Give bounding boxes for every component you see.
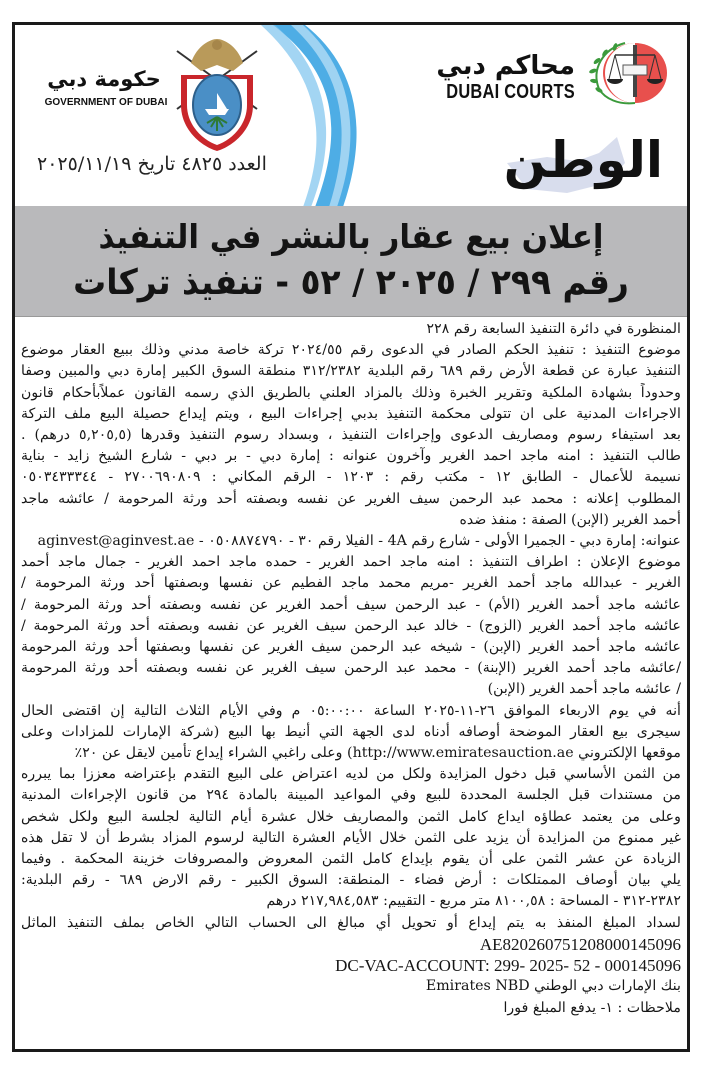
- dubai-courts-name-ar: محاكم دبي: [436, 51, 575, 81]
- dubai-courts-name-en: DUBAI COURTS: [446, 81, 575, 103]
- government-name-en: GOVERNMENT OF DUBAI: [44, 97, 168, 108]
- body-line: من مستندات قبل الجلسة المحددة للبيع وفي المواعيد المبينة بالمادة ٢٩٤ من قانون الإجراءات المدنية: [21, 787, 681, 804]
- body-line: /عائشه ماجد أحمد الغرير (الإبنة) - محمد عبد الرحمن سيف الغرير عن نفسه وبصفته أحد ورثة المرحومة: [21, 660, 681, 677]
- case-number-title: رقم ٢٩٩ / ٢٠٢٥ / ٥٢ - تنفيذ تركات: [73, 263, 629, 303]
- newspaper-masthead: الوطن: [503, 131, 663, 189]
- notice-body: [21, 319, 681, 1019]
- notice-header: [15, 25, 687, 207]
- body-line: وعلى من يعتمد عطاؤه ايداع كامل الثمن والمصاريف خلال عشرة أيام التالية لجلسة البيع ولكل شخص: [21, 808, 681, 825]
- body-line: سيجرى بيع العقار الموضحة أوصافه أدناه لدى الجهة التي أنيط بها البيع (شركة الإمارات للمزادات وعلى: [21, 723, 681, 740]
- government-name-ar: حكومة دبي: [47, 67, 161, 91]
- body-line-address: عنوانه: إمارة دبي - الجميرا الأولى - شارع رقم 4A - الفيلا رقم ٣٠ - ٠٥٠٨٨٧٤٧٩٠ - aginvest@aginvest.ae: [37, 533, 681, 550]
- body-line: الزيادة عن عشر الثمن على أن يقوم بإيداع كامل الثمن المعروض والمصروفات خزينة المحكمة . وفيما: [21, 851, 681, 868]
- decorative-swoosh: [255, 25, 375, 207]
- body-line: عائشه ماجد أحمد الغرير (الأم) - عبد الرحمن سيف أحمد الغرير عن نفسه وبصفته أحد ورثة المرحومة /: [21, 596, 681, 613]
- notice-frame: [12, 22, 690, 1052]
- body-line: الاجراءات المدنية على ان تتولى محكمة التنفيذ بدبي إجراءات البيع ، ويتم إيداع حصيلة البيع ملف التركة: [21, 405, 681, 422]
- body-line-respondent: المطلوب إعلانه : محمد عبد الرحمن سيف الغرير عن نفسه وبصفته أحد ورثة المرحومة / عائشه ماجد: [21, 490, 681, 507]
- dubai-courts-logo: [585, 39, 669, 107]
- body-line-property: يلي بيان أوصاف الممتلكات : أرض فضاء - المنطقة: السوق الكبير - رقم الارض ٦٨٩ - رقم البلدية:: [21, 872, 681, 889]
- body-line-area-valuation: ٢٣٨٢-٣١٢ - المساحة : ٨١٠٠,٥٨ متر مربع - التقييم: ٢١٧,٩٨٤,٥٨٣ درهم: [266, 893, 681, 910]
- bank-name: بنك الإمارات دبي الوطني Emirates NBD: [425, 978, 681, 995]
- account-number: DC-VAC-ACCOUNT: 299- 2025- 52 - 000145096: [335, 956, 681, 976]
- issue-number-date: العدد ٤٨٢٥ تاريخ ٢٠٢٥/١١/١٩: [37, 153, 267, 175]
- notice-title: إعلان بيع عقار بالنشر في التنفيذ: [98, 217, 604, 256]
- body-line-auction-date: أنه في يوم الاربعاء الموافق ٢٦-١١-٢٠٢٥ الساعة ٠٥:٠٠:٠٠ م وفي الأيام الثلاث التالية إن اقتضى الحال: [21, 702, 681, 719]
- body-line: عائشه ماجد أحمد الغرير (الزوج) - خالد عبد الرحمن سيف الغرير عن نفسه وبصفته أحد ورثة المرحومة /: [21, 617, 681, 634]
- body-line: غير ممنوع من المزايدة أن يزيد على الثمن خلال الأيام العشرة التالية لرسوم المزاد بشرط أن لا تقل هذه: [21, 829, 681, 846]
- body-line-auction-website: موقعها الإلكتروني http://www.emiratesauction.ae) وعلى راغبي الشراء إيداع تأمين لايقل عن ٢٠٪: [74, 745, 681, 762]
- body-line: بعد استيفاء رسوم ومصاريف الدعوى وإجراءات التنفيذ ، وبسداد رسوم التنفيذ وقدرها (٥,٢٠٥,٥ درهم) .: [21, 427, 681, 444]
- body-line: من الثمن الأساسي قبل دخول المزايدة ولكل من لديه اعتراض على البيع التقدم بإعتراضه معززا بما يبرره: [21, 766, 681, 783]
- notice-title-banner: [15, 206, 687, 317]
- body-line: أحمد الغرير (الإبن) الصفة : منفذ ضده: [459, 511, 681, 528]
- body-line: عائشه ماجد أحمد الغرير (الإبن) - شيخه عبد الرحمن سيف الغرير عن نفسها وبصفتها أحد ورثة المرحومة: [21, 639, 681, 656]
- body-line-chamber: المنظورة في دائرة التنفيذ السابعة رقم ٢٢٨: [426, 321, 681, 337]
- body-line: التنفيذ عبارة عن قطعة الأرض رقم ٦٨٩ رقم البلدية ٣١٢/٢٣٨٢ منطقة السوق الكبير إمارة دبي والمبين وصفا: [21, 363, 681, 380]
- body-line: نسيمة للأعمال - الطابق ١٢ - مكتب رقم : ١٢٠٣ - الرقم المكاني : ٢٧٠٠٦٩٠٨٠٩ - ٠٥٠٣٤٣٣٣٤٤: [21, 469, 681, 486]
- body-line: الغرير - عبدالله ماجد أحمد الغرير -مريم محمد ماجد الفطيم عن نفسها وبصفتها أحد ورثة المرحومة /: [21, 575, 681, 592]
- government-of-dubai-emblem: [171, 35, 263, 153]
- iban-number: AE820260751208000145096: [479, 934, 681, 954]
- body-line-subject: موضوع الإعلان : اطراف التنفيذ : امنه ماجد احمد الغرير - حمده ماجد احمد الغرير - جمال ماجد أحمد: [21, 554, 681, 571]
- body-line: / عائشه ماجد أحمد الغرير (الإبن): [487, 681, 681, 698]
- body-line-payment: لسداد المبلغ المنفذ به يتم إيداع أو تحويل أي مبالغ الى الحساب التالي الخاص بملف التنفيذ الماثل: [21, 914, 681, 931]
- notes-line: ملاحظات : ١- يدفع المبلغ فورا: [503, 999, 681, 1016]
- body-line: وحدوداً بشهادة الملكية وتقرير الخبرة وذلك بالمزاد العلني بالطريق الذي رسمه القانون عملاًبأحكام قانون: [21, 384, 681, 401]
- body-line-applicant: طالب التنفيذ : امنه ماجد احمد الغرير وآخرون عنوانه : إمارة دبي - بر دبي - شارع الشيخ زايد - بناية: [21, 448, 681, 465]
- body-line: موضوع التنفيذ : تنفيذ الحكم الصادر في الدعوى رقم ٢٠٢٤/٥٥ تركة خاصة مدني وذلك ببيع العقار موضوع: [21, 342, 681, 359]
